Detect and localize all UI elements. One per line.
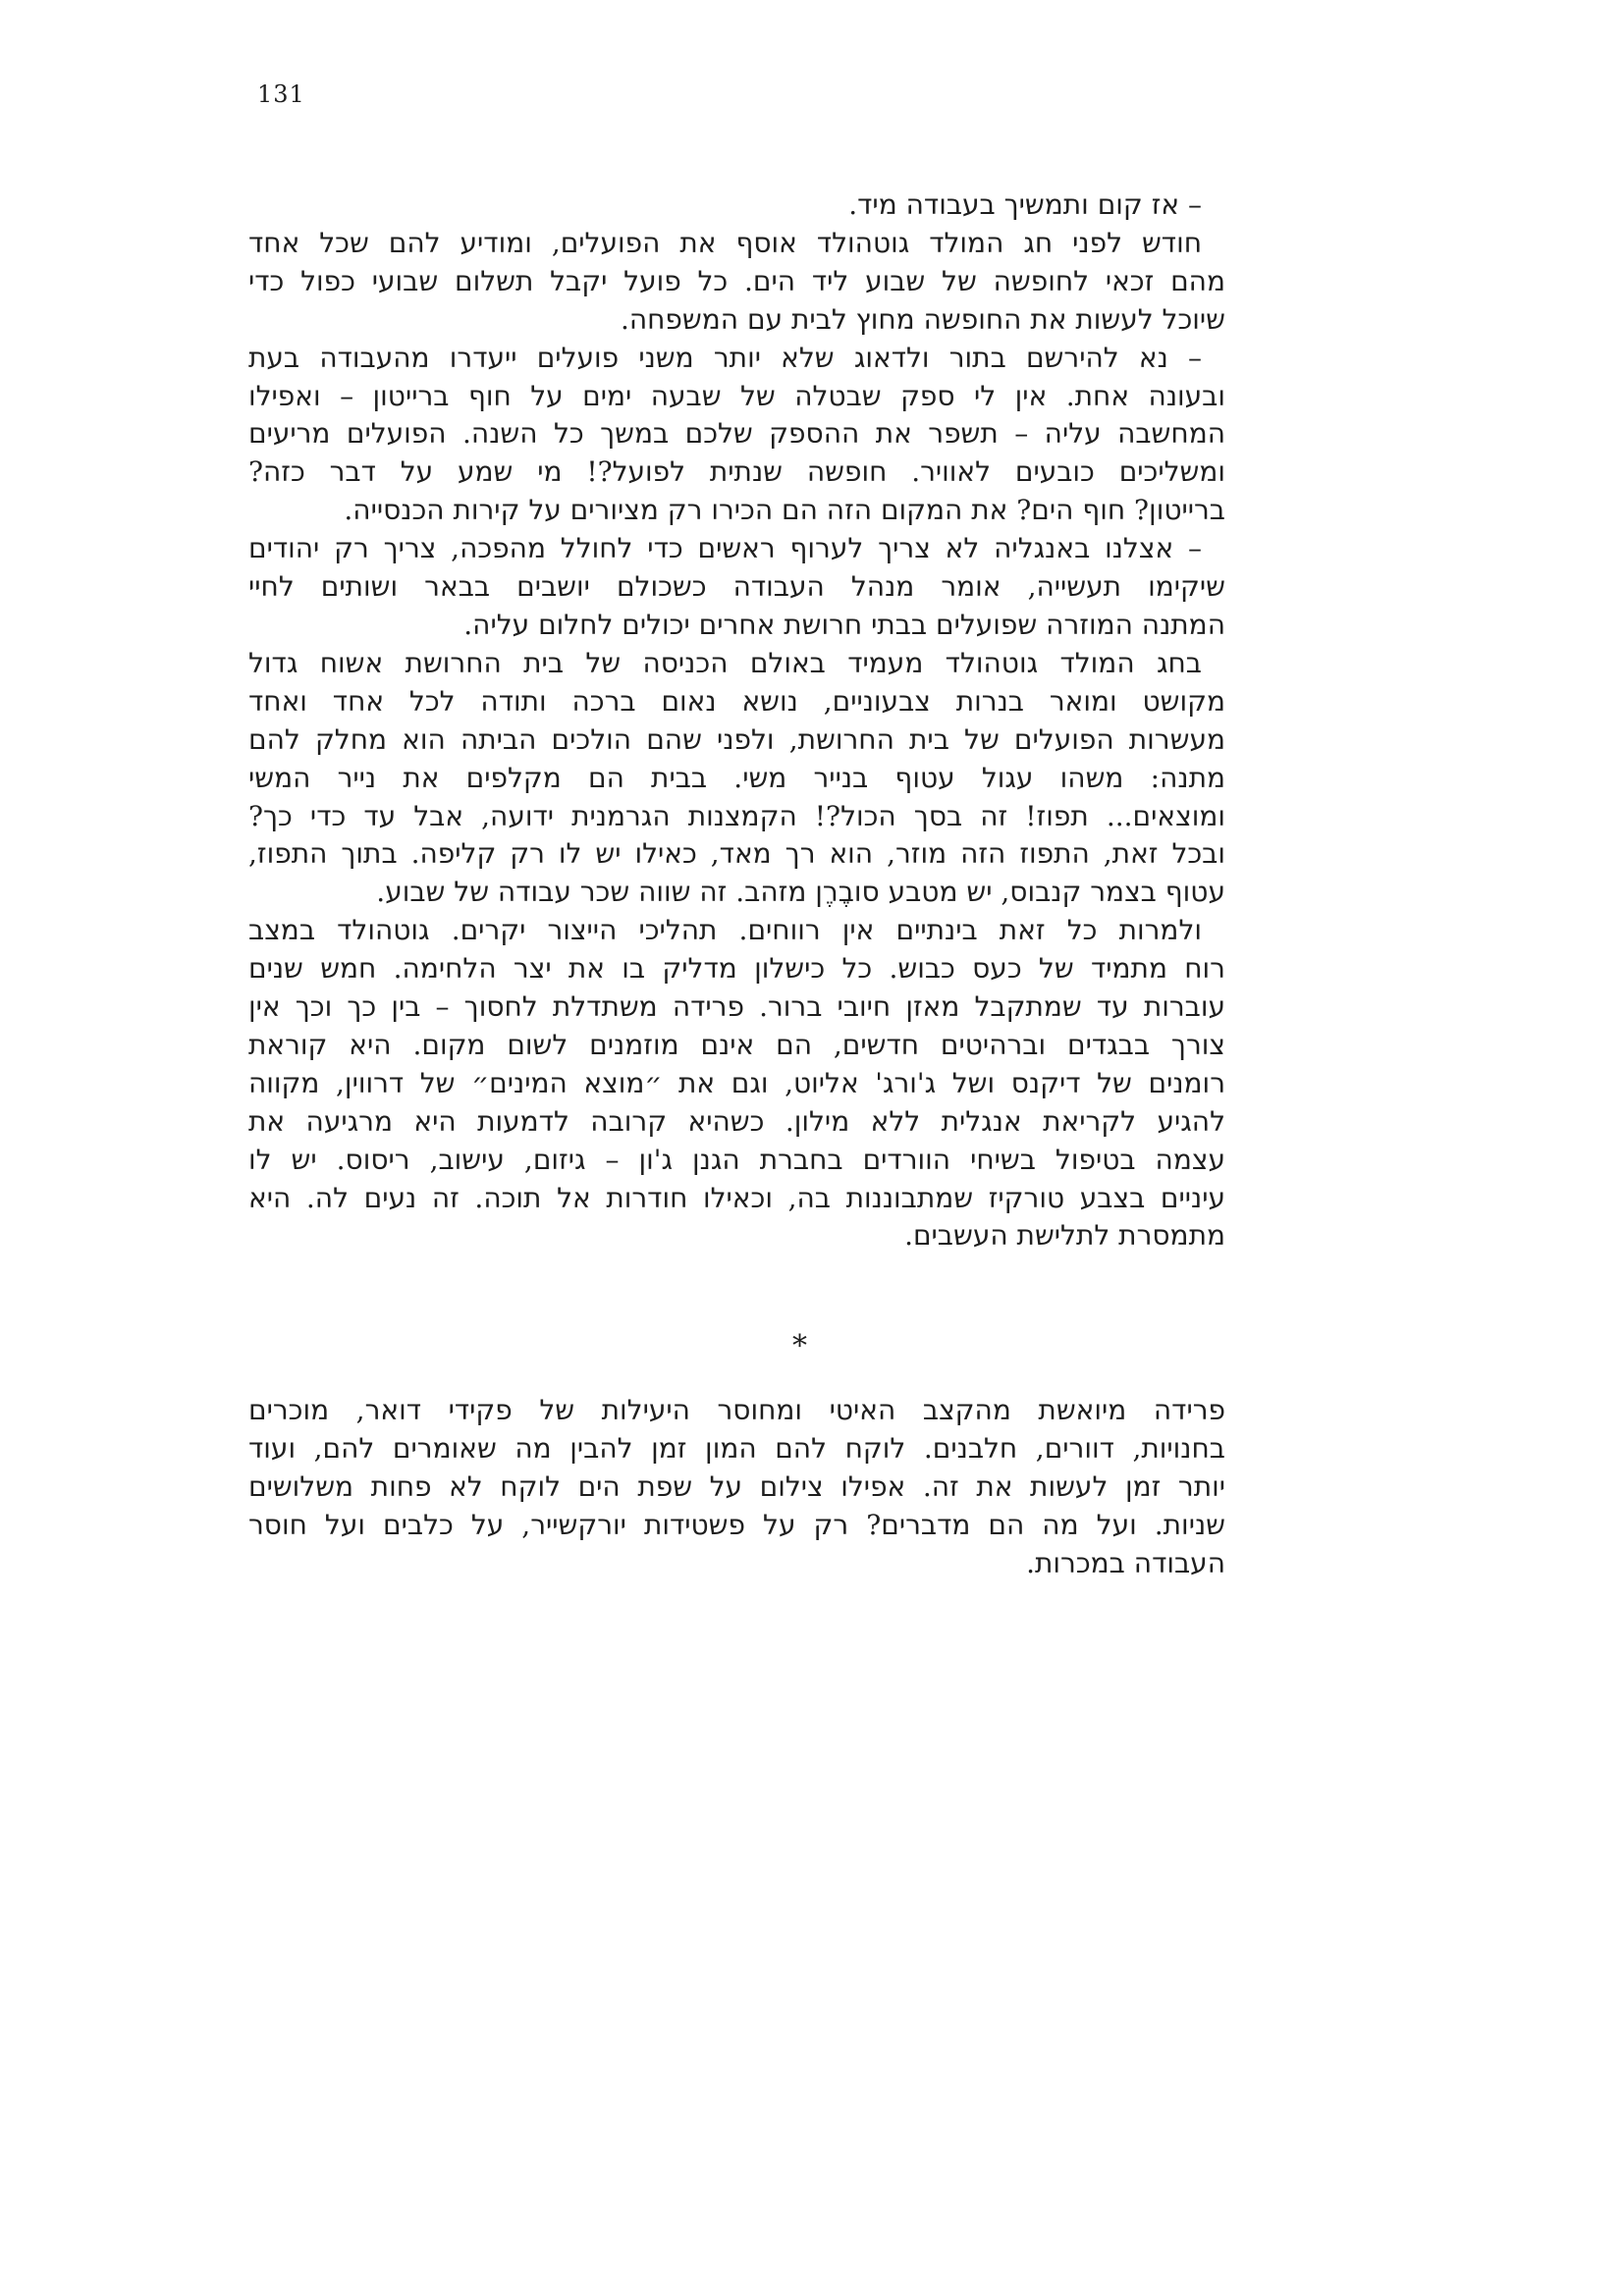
paragraph (248, 530, 1225, 645)
paragraph (248, 1392, 1225, 1583)
text-line: המתנה המוזרה שפועלים בבתי חרושת אחרים יכולים לחלום עליה. (463, 608, 1225, 641)
text-line: רוח מתמיד של כעס כבוש. כל כישלון מדליק בו את יצר הלחימה. חמש שנים (248, 952, 1225, 986)
text-line: שניות. ועל מה הם מדברים? רק על פשטידות יורקשייר, על כלבים ועל חוסר (248, 1509, 1225, 1542)
text-line: ובכל זאת, התפוז הזה מוזר, הוא רך מאד, כאילו יש לו רק קליפה. בתוך התפוז, (248, 837, 1225, 871)
text-line: – אז קום ותמשיך בעבודה מיד. (848, 188, 1202, 221)
text-line: עיניים בצבע טורקיז שמתבוננות בה, וכאילו חודרות אל תוכה. זה נעים לה. היא (248, 1181, 1225, 1214)
text-line: מעשרות הפועלים של בית החרושת, ולפני שהם הולכים הביתה הוא מחלק להם (248, 722, 1225, 756)
asterisk: * (792, 1329, 807, 1364)
text-line: רומנים של דיקנס ושל ג'ורג' אליוט, וגם את ״מוצא המינים״ של דרווין, מקווה (248, 1066, 1225, 1099)
text-line: ובעונה אחת. אין לי ספק שבטלה של שבעה ימים על חוף ברייטון – ואפילו (248, 379, 1225, 412)
text-line: בחנויות, דוורים, חלבנים. לוקח להם המון זמן להבין מה שאומרים להם, ועוד (248, 1432, 1225, 1466)
text-line: מתנה: משהו עגול עטוף בנייר משי. בבית הם מקלפים את נייר המשי (248, 761, 1225, 794)
text-line: שיקימו תעשייה, אומר מנהל העבודה כשכולם יושבים בבאר ושותים לחיי (248, 570, 1225, 604)
text-line: מהם זכאי לחופשה של שבוע ליד הים. כל פועל יקבל תשלום שבועי כפול כדי (248, 264, 1225, 297)
text-line: מתמסרת לתלישת העשבים. (904, 1219, 1225, 1253)
paragraph (248, 912, 1225, 1255)
text-line: להגיע לקריאת אנגלית ללא מילון. כשהיא קרובה לדמעות היא מרגיעה את (248, 1104, 1226, 1138)
text-line: – נא להירשם בתור ולדאוג שלא יותר משני פועלים ייעדרו מהעבודה בעת (248, 341, 1202, 374)
text-line: – אצלנו באנגליה לא צריך לערוף ראשים כדי לחולל מהפכה, צריך רק יהודים (248, 532, 1202, 565)
paragraph (248, 340, 1225, 531)
text-line: העבודה במכרות. (1026, 1547, 1225, 1579)
text-column (248, 187, 1225, 1583)
text-line: בחג המולד גוטהולד מעמיד באולם הכניסה של בית החרושת אשוח גדול (248, 646, 1202, 679)
paragraph (248, 187, 1225, 225)
paragraph (248, 645, 1225, 912)
text-line: פרידה מיואשת מהקצב האיטי ומחוסר היעילות של פקידי דואר, מוכרים (248, 1394, 1225, 1427)
section-separator (248, 1328, 1225, 1366)
text-line: ומשליכים כובעים לאוויר. חופשה שנתית לפועל?! מי שמע על דבר כזה? (248, 455, 1226, 489)
text-line: צורך בבגדים וברהיטים חדשים, הם אינם מוזמנים לשום מקום. היא קוראת (248, 1028, 1225, 1061)
text-line: חודש לפני חג המולד גוטהולד אוסף את הפועלים, ומודיע להם שכל אחד (248, 226, 1202, 259)
text-line: ולמרות כל זאת בינתיים אין רווחים. תהליכי הייצור יקרים. גוטהולד במצב (248, 914, 1202, 947)
text-line: המחשבה עליה – תשפר את ההספק שלכם במשך כל השנה. הפועלים מריעים (248, 417, 1225, 451)
page-number: 131 (257, 80, 305, 108)
paragraph (248, 225, 1225, 340)
text-line: מקושט ומואר בנרות צבעוניים, נושא נאום ברכה ותודה לכל אחד ואחד (248, 684, 1225, 718)
text-line: ומוצאים... תפוז! זה בסך הכול?! הקמצנות הגרמנית ידועה, אבל עד כדי כך? (248, 799, 1225, 832)
text-line: שיוכל לעשות את החופשה מחוץ לבית עם המשפחה. (620, 302, 1225, 336)
text-line: עטוף בצמר קנבוס, יש מטבע סובֶרֶן מזהב. זה שווה שכר עבודה של שבוע. (376, 876, 1225, 909)
text-line: ברייטון? חוף הים? את המקום הזה הם הכירו רק מציורים על קירות הכנסייה. (344, 494, 1225, 527)
text-line: עצמה בטיפול בשיחי הוורדים בחברת הגנן ג'ון – גיזום, עישוב, ריסוס. יש לו (248, 1143, 1225, 1176)
text-line: עוברות עד שמתקבל מאזן חיובי ברור. פרידה משתדלת לחסוך – בין כך וכך אין (248, 990, 1225, 1024)
text-line: יותר זמן לעשות את זה. אפילו צילום על שפת הים לוקח לא פחות משלושים (248, 1470, 1225, 1504)
